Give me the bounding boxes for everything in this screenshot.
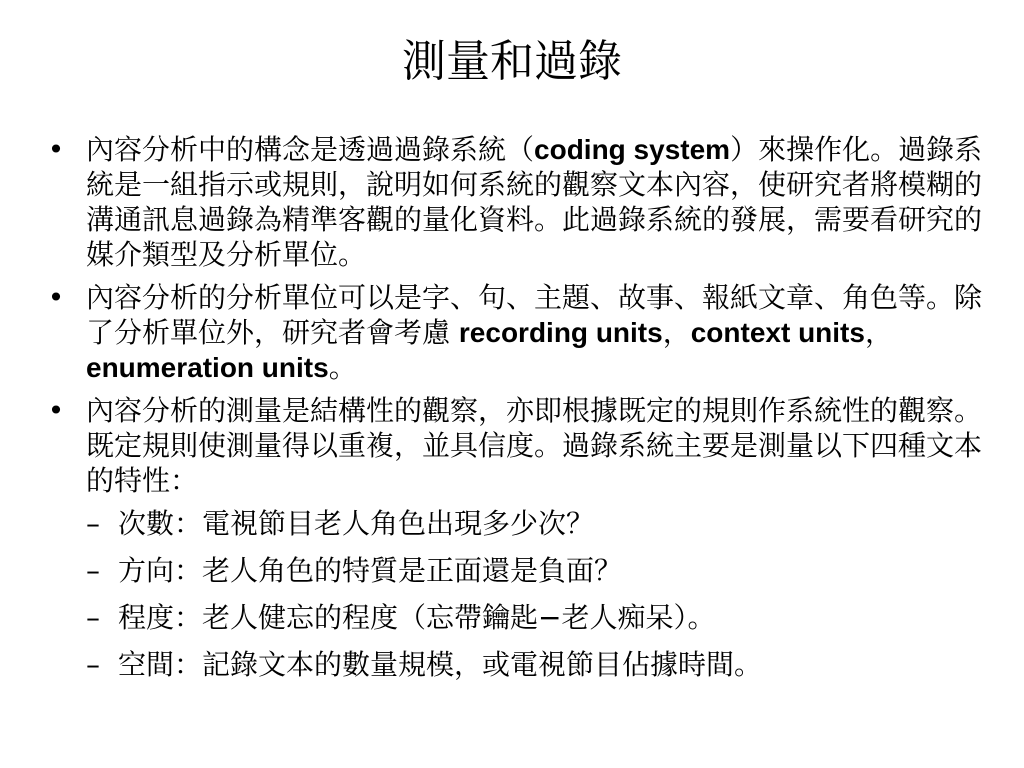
dash-icon: – bbox=[86, 507, 100, 540]
dash-icon: – bbox=[86, 554, 100, 587]
sub-item-text: 空間：記錄文本的數量規模，或電視節目佔據時間。 bbox=[118, 648, 763, 681]
bold-term: enumeration units bbox=[86, 352, 329, 383]
bullet-item bbox=[46, 132, 1006, 272]
bullet-end: 。 bbox=[328, 351, 357, 384]
sub-item bbox=[86, 600, 1006, 635]
bullet-item bbox=[46, 393, 1006, 498]
dash-icon: – bbox=[86, 601, 100, 634]
slide-content bbox=[46, 132, 1006, 694]
bullet-icon: • bbox=[47, 394, 65, 427]
sub-item-text: 次數：電視節目老人角色出現多少次？ bbox=[118, 507, 595, 540]
bullet-icon: • bbox=[47, 281, 65, 314]
bold-term: context units bbox=[690, 317, 865, 348]
sub-item-text: 方向：老人角色的特質是正面還是負面？ bbox=[118, 554, 623, 587]
bold-term: coding system bbox=[534, 134, 731, 165]
bullet-text: 內容分析的分析單位可以是字、句、主題、故事、報紙文章、角色等。除了分析單位外，研究者會考慮 bbox=[86, 281, 983, 349]
sub-item bbox=[86, 506, 1006, 541]
dash-icon: – bbox=[86, 648, 100, 681]
sub-item-text: 程度：老人健忘的程度（忘帶鑰匙−老人痴呆）。 bbox=[118, 601, 716, 634]
separator: ， bbox=[662, 316, 691, 349]
sub-list bbox=[86, 506, 1006, 682]
bullet-text: 內容分析中的構念是透過過錄系統（ bbox=[86, 133, 535, 166]
bullet-text: 內容分析的測量是結構性的觀察，亦即根據既定的規則作系統性的觀察。既定規則使測量得以重複，並具信度。過錄系統主要是測量以下四種文本的特性： bbox=[86, 394, 983, 497]
bold-term: recording units bbox=[458, 317, 663, 348]
bullet-item bbox=[46, 280, 1006, 385]
bullet-icon: • bbox=[47, 133, 65, 166]
separator: ， bbox=[864, 316, 893, 349]
sub-item bbox=[86, 647, 1006, 682]
bullet-text: ）來操作化。過錄系統是一組指示或規則，說明如何系統的觀察文本內容，使研究者將模糊的溝通訊息過錄為精準客觀的量化資料。此過錄系統的發展，需要看研究的媒介類型及分析單位。 bbox=[86, 133, 983, 271]
slide-title: 測量和過錄 bbox=[402, 36, 622, 87]
sub-item bbox=[86, 553, 1006, 588]
